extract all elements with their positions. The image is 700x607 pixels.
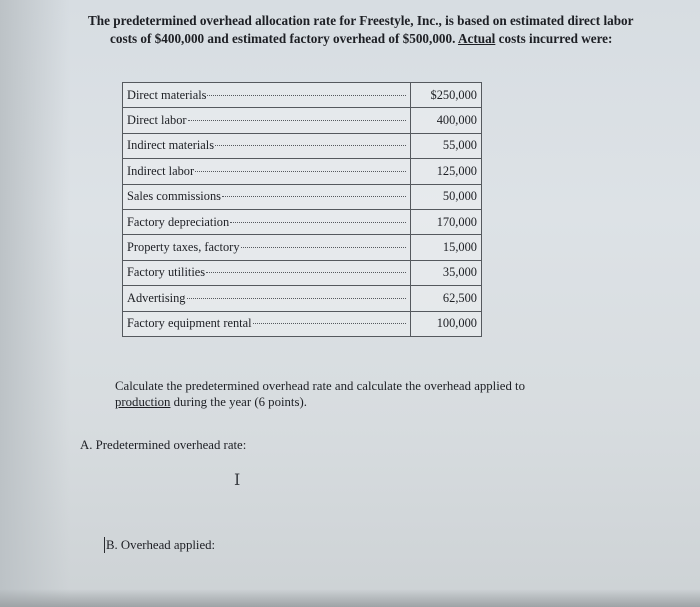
dot-leader — [241, 247, 407, 248]
table-row — [123, 286, 482, 311]
dot-leader — [207, 95, 406, 96]
production-underlined-word: production — [115, 395, 171, 409]
cost-label-cell — [123, 209, 411, 234]
problem-statement-line-2-suffix: costs incurred were: — [498, 31, 613, 46]
cost-amount: 100,000 — [411, 311, 482, 336]
cost-label: Indirect materials — [127, 138, 215, 153]
dot-leader — [215, 145, 406, 146]
cost-label-cell — [123, 311, 411, 336]
cost-amount: 170,000 — [411, 209, 482, 234]
cost-label-cell — [123, 83, 411, 108]
dot-leader — [222, 196, 406, 197]
table-row — [123, 83, 482, 108]
cost-amount: 15,000 — [411, 235, 482, 260]
problem-statement-line-1: The predetermined overhead allocation rate for Freestyle, Inc., is based on estimated direct labor — [88, 13, 634, 28]
dot-leader — [195, 171, 406, 172]
problem-statement-line-2-prefix: costs of $400,000 and estimated factory overhead of $500,000. — [110, 31, 456, 46]
cost-amount: 400,000 — [411, 108, 482, 133]
cost-label: Factory equipment rental — [127, 316, 252, 331]
cost-label: Direct labor — [127, 113, 187, 128]
problem-statement — [88, 12, 648, 48]
dot-leader — [253, 323, 407, 324]
cost-label-cell — [123, 260, 411, 285]
table-row — [123, 108, 482, 133]
actual-underlined-word: Actual — [457, 31, 496, 46]
question-line-1: Calculate the predetermined overhead rate and calculate the overhead applied to — [115, 379, 526, 393]
cost-amount: 50,000 — [411, 184, 482, 209]
cost-amount: 125,000 — [411, 159, 482, 184]
cost-amount: 35,000 — [411, 260, 482, 285]
table-row — [123, 260, 482, 285]
dot-leader — [206, 272, 406, 273]
actual-costs-table — [122, 82, 482, 337]
problem-statement-line-2 — [88, 30, 648, 48]
photo-bottom-shadow — [0, 589, 700, 607]
table-row — [123, 184, 482, 209]
question-line-2-suffix: during the year (6 points). — [173, 395, 307, 409]
cost-label-cell — [123, 184, 411, 209]
cost-label: Property taxes, factory — [127, 240, 240, 255]
cost-label: Direct materials — [127, 87, 207, 102]
text-caret-icon — [104, 537, 105, 553]
cost-label-cell — [123, 133, 411, 158]
cost-label: Factory utilities — [127, 265, 206, 280]
cost-amount: 55,000 — [411, 133, 482, 158]
cost-label: Factory depreciation — [127, 214, 230, 229]
dot-leader — [188, 120, 407, 121]
table-row — [123, 209, 482, 234]
photo-left-shadow — [0, 0, 70, 607]
cost-label: Indirect labor — [127, 163, 195, 178]
table-row — [123, 133, 482, 158]
cost-label-cell — [123, 159, 411, 184]
text-cursor-icon: I — [234, 470, 241, 489]
cost-label: Advertising — [127, 290, 186, 305]
dot-leader — [230, 222, 406, 223]
question-line-2 — [115, 394, 555, 410]
cost-amount: $250,000 — [411, 83, 482, 108]
answer-a-field[interactable] — [80, 438, 246, 453]
answer-a-label: A. Predetermined overhead rate: — [80, 438, 247, 452]
answer-b-label: B. Overhead applied: — [106, 537, 216, 552]
cost-label-cell — [123, 235, 411, 260]
cost-label: Sales commissions — [127, 189, 221, 204]
table-row — [123, 235, 482, 260]
table-row — [123, 311, 482, 336]
dot-leader — [187, 298, 407, 299]
answer-b-field[interactable] — [104, 537, 215, 553]
cost-amount: 62,500 — [411, 286, 482, 311]
cost-label-cell — [123, 286, 411, 311]
question-prompt — [115, 378, 555, 410]
table-row — [123, 159, 482, 184]
cost-label-cell — [123, 108, 411, 133]
